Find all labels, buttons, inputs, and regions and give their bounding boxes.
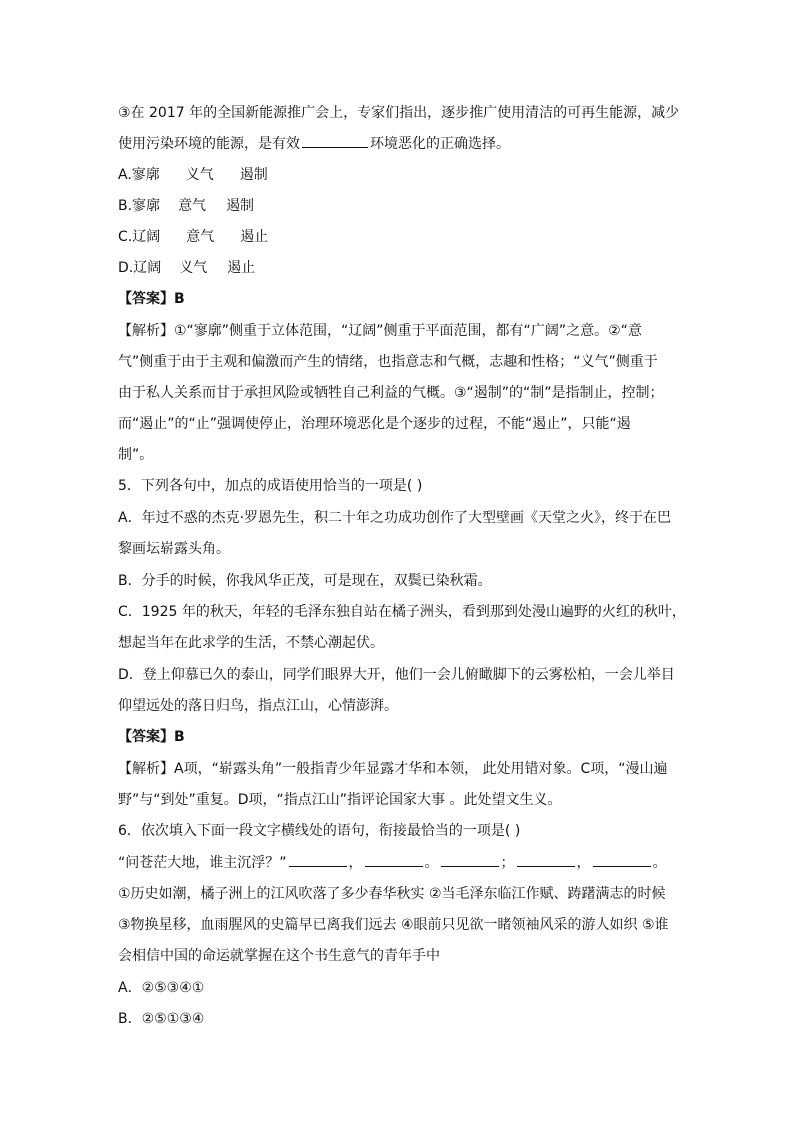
q4-option-d — [118, 259, 678, 277]
q6-punct: ， — [576, 855, 591, 871]
q4-option-c — [118, 228, 678, 246]
q4-analysis-line: 气”侧重于由于主观和偏激而产生的情绪，也指意志和气概，志趣和性格；“义气”侧重于 — [118, 354, 658, 370]
option-word-3: 遏制 — [226, 198, 255, 214]
q5-option-line: B．分手的时候，你我风华正茂，可是现在，双鬓已染秋霜。 — [118, 573, 492, 589]
q4-stem-line1: ③在 2017 年的全国新能源推广会上，专家们指出，逐步推广使用清洁的可再生能源，减少 — [118, 105, 680, 121]
option-label: C.辽阔 — [118, 229, 161, 245]
q6-item-line: 会相信中国的命运就掌握在这个书生意气的青年手中 — [118, 948, 440, 964]
fill-blank — [302, 135, 368, 148]
fill-blank — [593, 854, 651, 867]
q4-stem-text-after-blank: 环境恶化的正确选择。 — [370, 136, 510, 152]
option-word-3: 遏制 — [239, 167, 268, 183]
q5-option-line: 黎画坛崭露头角。 — [118, 541, 230, 557]
q6-item-line: ①历史如潮，橘子洲上的江风吹落了多少春华秋实 ②当毛泽东临江作赋、踌躇满志的时候 — [118, 886, 666, 902]
option-word-2: 义气 — [185, 167, 214, 183]
option-word-2: 意气 — [178, 198, 207, 214]
q6-quote-line — [118, 854, 678, 872]
q4-stem-text-before-blank: 使用污染环境的能源，是有效 — [118, 136, 300, 152]
q4-analysis-line: 【解析】①“寥廓”侧重于立体范围，“辽阔”侧重于平面范围，都有“广阔”之意。②“意 — [118, 323, 642, 339]
q5-option-line: 仰望远处的落日归鸟，指点江山，心情澎湃。 — [118, 698, 398, 714]
q6-stem: 6．依次填入下面一段文字横线处的语句，衔接最恰当的一项是( ) — [118, 823, 521, 839]
option-word-3: 遏止 — [227, 260, 256, 276]
q4-option-a — [118, 166, 678, 184]
q6-punct: ； — [500, 855, 515, 871]
q5-analysis-line: 野”与“到处”重复。D项，“指点江山”指评论国家大事 。此处望文生义。 — [118, 792, 562, 808]
option-label: B.寥廓 — [118, 198, 161, 214]
q4-option-b — [118, 197, 678, 215]
q4-analysis-line: 制”。 — [118, 447, 154, 463]
q6-quote-start: “问苍茫大地，谁主沉浮？” — [118, 855, 287, 871]
q5-option-line: D．登上仰慕已久的泰山，同学们眼界大开，他们一会儿俯瞰脚下的云雾松柏，一会儿举目 — [118, 667, 675, 683]
fill-blank — [365, 854, 423, 867]
q5-option-line: C．1925 年的秋天，年轻的毛泽东独自站在橘子洲头，看到那到处漫山遍野的火红的秋叶， — [118, 604, 686, 620]
q6-option-a: A．②⑤③④① — [118, 980, 205, 996]
option-word-3: 遏止 — [240, 229, 269, 245]
fill-blank — [517, 854, 575, 867]
option-label: D.辽阔 — [118, 260, 162, 276]
q4-analysis-line: 而“遏止”的“止”强调使停止，治理环境恶化是个逐步的过程，不能“遏止”，只能“遏 — [118, 416, 631, 432]
q6-punct: ， — [348, 855, 363, 871]
q5-option-line: A．年过不惑的杰克·罗恩先生，积二十年之功成功创作了大型壁画《天堂之火》，终于在巴 — [118, 510, 672, 526]
q6-option-b: B．②⑤①③④ — [118, 1011, 205, 1027]
q5-answer: 【答案】B — [118, 729, 185, 745]
q5-option-line: 想起当年在此求学的生活，不禁心潮起伏。 — [118, 635, 384, 651]
q5-analysis-line: 【解析】A项，“崭露头角”一般指青少年显露才华和本领， 此处用错对象。C项，“漫山遍 — [118, 761, 668, 777]
option-word-2: 意气 — [186, 229, 215, 245]
q6-punct: 。 — [424, 855, 439, 871]
q4-answer: 【答案】B — [118, 291, 185, 307]
q6-item-line: ③物换星移，血雨腥风的史篇早已离我们远去 ④眼前只见欲一睹领袖风采的游人如织 ⑤谁 — [118, 917, 669, 933]
option-label: A.寥廓 — [118, 167, 160, 183]
fill-blank — [289, 854, 347, 867]
fill-blank — [441, 854, 499, 867]
q4-analysis-line: 由于私人关系而甘于承担风险或牺牲自己利益的气概。③“遏制”的“制”是指制止，控制； — [118, 385, 664, 401]
option-word-2: 义气 — [179, 260, 208, 276]
q6-punct: 。 — [652, 855, 667, 871]
q4-stem-line2 — [118, 135, 678, 153]
q5-stem: 5．下列各句中，加点的成语使用恰当的一项是( ) — [118, 478, 423, 494]
